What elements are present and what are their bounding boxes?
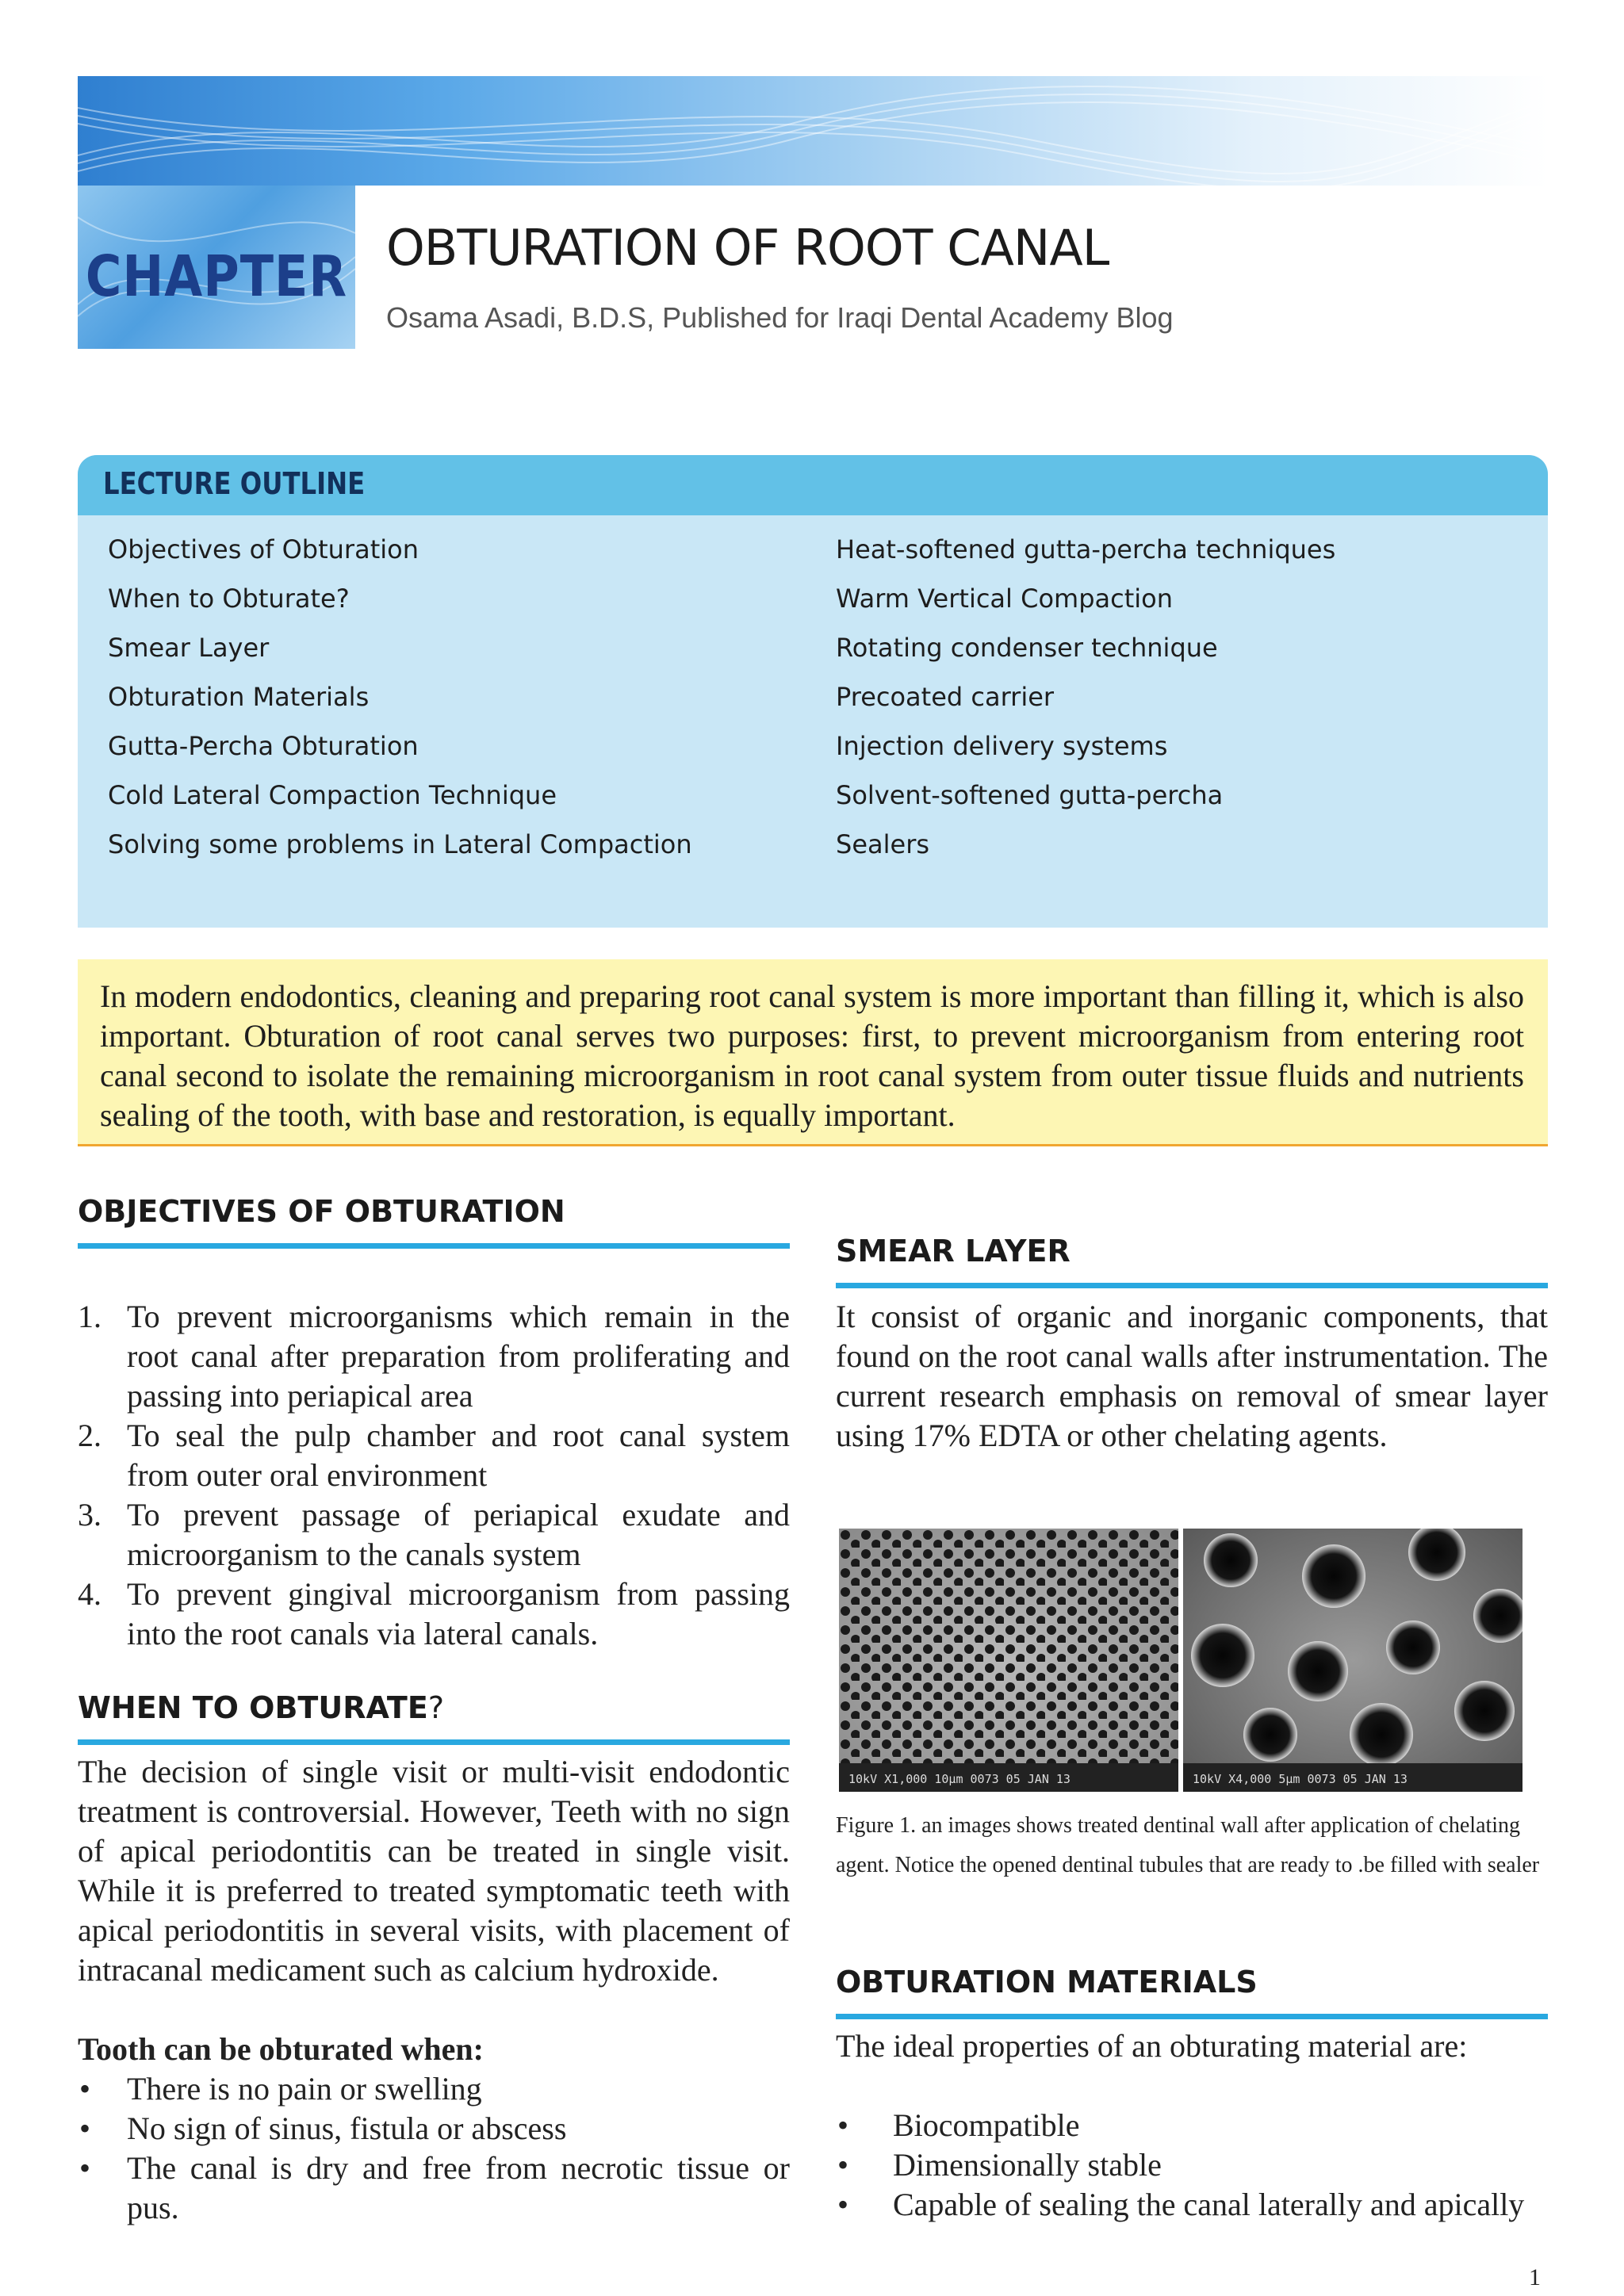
outline-item: Solvent-softened gutta-percha [836,780,1224,810]
scale-text-right: 10kV X4,000 5μm 0073 05 JAN 13 [1193,1772,1408,1786]
list-text: To prevent gingival microorganism from passing into the root canals via lateral canals. [127,1576,790,1651]
list-number: 1. [78,1299,102,1334]
header-banner [78,76,1548,186]
list-item [78,1297,790,1416]
objectives-heading-text: OBJECTIVES OF OBTURATION [78,1194,565,1229]
banner-wave-graphic [78,76,1548,186]
list-text: To prevent microorganisms which remain in the root canal after preparation from proliferating and passing into periapical area [127,1299,790,1414]
intro-box [78,959,1548,1146]
page-subtitle: Osama Asadi, B.D.S, Published for Iraqi Dental Academy Blog [386,301,1174,334]
objectives-list [78,1297,790,1654]
when-heading [78,1690,790,1745]
sem-image-left [839,1529,1178,1792]
outline-item: When to Obturate? [108,584,350,614]
outline-item: Warm Vertical Compaction [836,584,1173,614]
outline-item: Injection delivery systems [836,731,1168,761]
outline-item: Solving some problems in Lateral Compaction [108,829,692,859]
list-number: 2. [78,1418,102,1453]
list-item: • Capable of sealing the canal laterally and apically [836,2185,1548,2225]
sem-image-right [1183,1529,1522,1792]
when-heading-mark: ? [427,1690,444,1725]
list-text: To prevent passage of periapical exudate and microorganism to the canals system [127,1497,790,1572]
outline-item: Gutta-Percha Obturation [108,731,419,761]
outline-item: Smear Layer [108,633,270,663]
materials-section [836,2026,1548,2225]
objectives-heading [78,1194,790,1249]
outline-item: Obturation Materials [108,682,370,712]
chapter-label: CHAPTER [85,243,348,310]
page-number: 1 [1529,2264,1541,2290]
smear-heading-text: SMEAR LAYER [836,1234,1071,1269]
list-number: 4. [78,1576,102,1612]
list-item: • Dimensionally stable [836,2145,1548,2185]
outline-left-column [108,534,692,878]
outline-item: Cold Lateral Compaction Technique [108,780,557,810]
when-heading-text: WHEN TO OBTURATE [78,1690,428,1725]
outline-item: Objectives of Obturation [108,534,419,564]
when-section [78,1752,790,2228]
materials-heading [836,1965,1548,2019]
outline-item: Sealers [836,829,930,859]
lecture-outline [78,455,1548,928]
figure-caption: Figure 1. an images shows treated dentinal wall after application of chelating agent. Notice the opened dentinal tubules that are ready to .be filled with sealer [836,1813,1540,1877]
outline-item: Precoated carrier [836,682,1055,712]
materials-paragraph: The ideal properties of an obturating material are: [836,2028,1468,2064]
page-title: OBTURATION OF ROOT CANAL [386,219,1109,277]
outline-header [78,455,1548,515]
outline-item: Heat-softened gutta-percha techniques [836,534,1336,564]
when-paragraph: The decision of single visit or multi-visit endodontic treatment is controversial. However, Teeth with no sign of apical periodontitis can be treated in single visit. While it is preferred to treated symptomatic teeth with apical periodontitis in several visits, with placement of intracanal medicament such as calcium hydroxide. [78,1754,790,1988]
list-item: • Biocompatible [836,2106,1548,2145]
chapter-badge [78,186,355,349]
list-item: • There is no pain or swelling [78,2069,790,2109]
smear-heading [836,1234,1548,1288]
list-item [78,1495,790,1575]
outline-right-column [836,534,1335,878]
list-number: 3. [78,1497,102,1533]
list-item: • No sign of sinus, fistula or abscess [78,2109,790,2149]
list-text: To seal the pulp chamber and root canal system from outer oral environment [127,1418,790,1493]
materials-heading-text: OBTURATION MATERIALS [836,1965,1258,1999]
when-subheading: Tooth can be obturated when: [78,2031,484,2067]
list-item [78,1416,790,1495]
figure-sem-images [839,1529,1522,1792]
outline-heading: LECTURE OUTLINE [103,466,366,501]
list-item: • The canal is dry and free from necrotic tissue or pus. [78,2149,790,2228]
smear-paragraph: It consist of organic and inorganic components, that found on the root canal walls after instrumentation. The current research emphasis on removal of smear layer using 17% EDTA or other chelating agents. [836,1299,1548,1453]
list-item [78,1575,790,1654]
outline-item: Rotating condenser technique [836,633,1218,663]
intro-text: In modern endodontics, cleaning and preparing root canal system is more important than filling it, which is also important. Obturation of root canal serves two purposes: first, to prevent microorganism from entering root canal second to isolate the remaining microorganism in root canal system from outer tissue fluids and nutrients sealing of the tooth, with base and restoration, is equally important. [100,978,1524,1133]
scale-text-left: 10kV X1,000 10μm 0073 05 JAN 13 [848,1772,1071,1786]
